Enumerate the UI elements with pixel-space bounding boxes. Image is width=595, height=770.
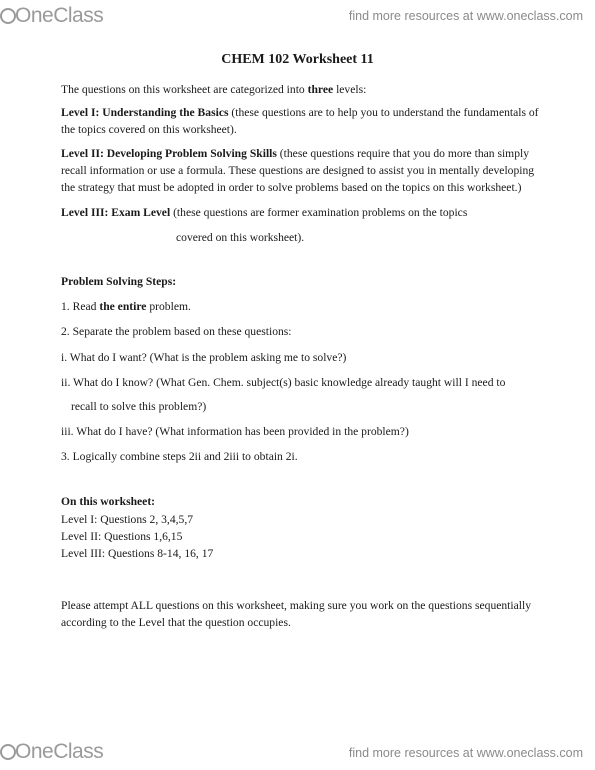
steps-heading: Problem Solving Steps: (61, 275, 177, 288)
level1-paragraph (61, 104, 551, 138)
page-title: CHEM 102 Worksheet 11 (221, 52, 374, 67)
step-1 (61, 298, 551, 315)
step-2ii-line2: recall to solve this problem?) (71, 400, 207, 413)
worksheet-heading: On this worksheet: (61, 495, 156, 508)
intro-text: The questions on this worksheet are categorized into (61, 83, 308, 96)
step-1-bold: the entire (99, 300, 147, 313)
level2-text: (these questions require that you do more than simply recall information or use a formula. These questions are designed to assist you in mentally developing the strategy that must be adopted in order to solve problems based on the topics on this worksheet.) (61, 147, 535, 194)
oneclass-logo-footer (0, 741, 103, 762)
worksheet-item-level2: Level II: Questions 1,6,15 (61, 530, 183, 543)
closing-paragraph: Please attempt ALL questions on this worksheet, making sure you work on the questions sequentially according to the Level that the question occupies. (61, 599, 532, 629)
level3-label: Level III: Exam Level (61, 206, 171, 219)
step-1-text-end: problem. (146, 300, 191, 313)
level3-continuation: covered on this worksheet). (176, 231, 305, 244)
logo-text: OneClass (15, 4, 104, 27)
logo-circle-icon (0, 744, 16, 760)
step-2ii-line1: ii. What do I know? (What Gen. Chem. subject(s) basic knowledge already taught will I need to (61, 376, 506, 389)
level3-paragraph (61, 204, 551, 221)
level3-text: (these questions are former examination problems on the topics (170, 206, 468, 219)
step-2iii: iii. What do I have? (What information has been provided in the problem?) (61, 425, 409, 438)
level1-text: (these questions are to help you to understand the fundamentals of the topics covered on this worksheet). (61, 106, 539, 136)
intro-text-end: levels: (333, 83, 367, 96)
logo-text: OneClass (15, 740, 104, 763)
footer-tagline[interactable]: find more resources at www.oneclass.com (348, 746, 583, 760)
intro-bold: three (307, 83, 334, 96)
level2-paragraph (61, 145, 551, 196)
step-3: 3. Logically combine steps 2ii and 2iii to obtain 2i. (61, 450, 298, 463)
worksheet-item-level3: Level III: Questions 8-14, 16, 17 (61, 547, 214, 560)
level1-label: Level I: Understanding the Basics (61, 106, 229, 119)
step-1-text: 1. Read (61, 300, 100, 313)
step-2: 2. Separate the problem based on these questions: (61, 325, 292, 338)
logo-circle-icon (0, 8, 16, 24)
level2-label: Level II: Developing Problem Solving Skills (61, 147, 277, 160)
oneclass-logo (0, 5, 103, 26)
step-2i: i. What do I want? (What is the problem asking me to solve?) (61, 351, 347, 364)
header-tagline[interactable]: find more resources at www.oneclass.com (348, 9, 583, 23)
worksheet-item-level1: Level I: Questions 2, 3,4,5,7 (61, 513, 194, 526)
intro-paragraph (61, 81, 551, 98)
